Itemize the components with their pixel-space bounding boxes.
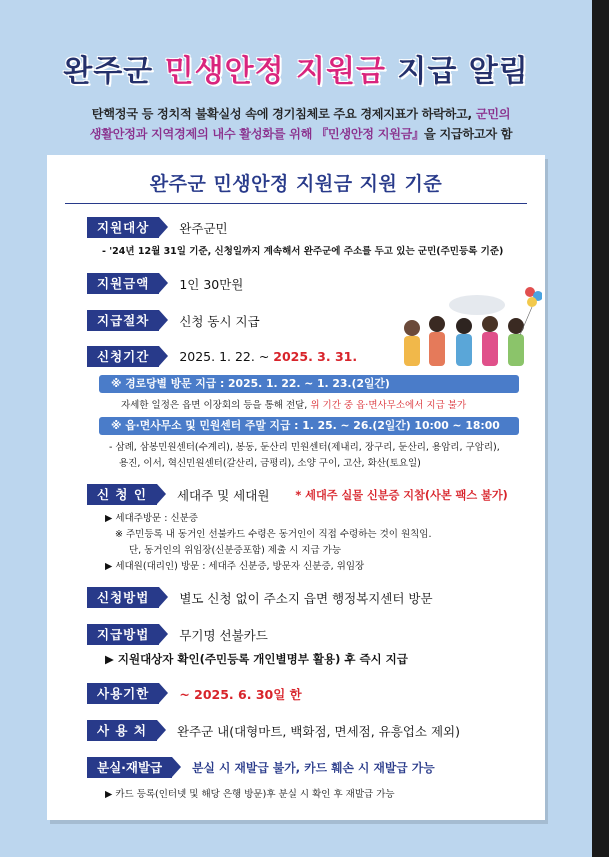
value-target: 완주군민	[179, 220, 228, 236]
applicant-note-3: 단, 동거인의 위임장(신분증포함) 제출 시 지급 가능	[129, 545, 342, 556]
value-applicant: 세대주 및 세대원	[176, 487, 270, 503]
title-part3: 지급 알림	[397, 54, 529, 89]
value-period	[179, 349, 357, 364]
label-target: 지원대상	[87, 217, 159, 238]
applicant-note-4: ▶ 세대원(대리인) 방문 : 세대주 신분증, 방문자 신분증, 위임장	[105, 561, 365, 572]
bar-weekend	[99, 417, 519, 435]
card-title: 완주군 민생안정 지원금 지원 기준	[149, 173, 443, 195]
intro-line1-a: 탄핵정국 등 정치적 불확실성 속에 경기침체로 주요 경제지표가 하락하고,	[91, 107, 476, 121]
note-target: - '24년 12월 31일 기준, 신청일까지 계속해서 완주군에 주소를 두고 있는 군민(주민등록 기준)	[102, 246, 504, 257]
note-senior-center-b: 위 기간 중 읍·면사무소에서 지급 불가	[310, 400, 467, 411]
row-usage	[87, 720, 460, 741]
value-payment: 무기명 선불카드	[179, 627, 268, 643]
note-payment: ▶ 지원대상자 확인(주민등록 개인별명부 활용) 후 즉시 지급	[105, 652, 408, 666]
value-amount: 1인 30만원	[179, 276, 244, 292]
intro-text	[40, 104, 562, 144]
people-illustration	[392, 280, 542, 380]
applicant-warning: * 세대주 실물 신분증 지참(사본 팩스 불가)	[295, 488, 508, 502]
value-usage: 완주군 내(대형마트, 백화점, 면세점, 유흥업소 제외)	[176, 723, 460, 739]
applicant-note-2: ※ 주민등록 내 동거인 선불카드 수령은 동거인이 직접 수령하는 것이 원칙임.	[115, 529, 432, 540]
row-period	[87, 346, 357, 367]
note-weekend-1: - 삼례, 삼봉민원센터(수계리), 봉동, 둔산리 민원센터(제내리, 장구리, 둔산리, 용암리, 구암리),	[109, 442, 500, 453]
applicant-note-1: ▶ 세대주방문 : 신분증	[105, 513, 198, 524]
label-reissue: 분실·재발급	[87, 757, 172, 778]
row-target	[87, 217, 228, 238]
label-expiry: 사용기한	[87, 683, 159, 704]
row-amount	[87, 273, 243, 294]
intro-line2-b: 을 지급하고자 함	[424, 127, 513, 141]
criteria-card	[47, 155, 545, 820]
bar-senior-center: ※ 경로당별 방문 지급 : 2025. 1. 22. ~ 1. 23.(2일간)	[99, 375, 519, 393]
period-start: 2025. 1. 22. ~	[179, 349, 274, 364]
label-usage: 사 용 처	[87, 720, 157, 741]
note-weekend-2: 용진, 이서, 혁신민원센터(갈산리, 금평리), 소양 구이, 고산, 화산(토요일)	[119, 458, 421, 469]
title-part1: 완주군	[63, 54, 154, 89]
period-end: 2025. 3. 31.	[273, 349, 358, 364]
row-method	[87, 587, 433, 608]
label-procedure: 지급절차	[87, 310, 159, 331]
intro-line2-a: 생활안정과 지역경제의 내수 활성화를 위해 『민생안정 지원금』	[89, 127, 425, 141]
note-senior-center-a: 자세한 일정은 읍면 이장회의 등을 통해 전달,	[121, 400, 311, 411]
note-senior-center	[121, 397, 466, 411]
value-reissue: 분실 시 재발급 불가, 카드 훼손 시 재발급 가능	[192, 761, 435, 775]
label-applicant: 신 청 인	[87, 484, 157, 505]
label-period: 신청기간	[87, 346, 159, 367]
label-amount: 지원금액	[87, 273, 159, 294]
label-payment: 지급방법	[87, 624, 159, 645]
value-expiry: ~ 2025. 6. 30일 한	[179, 686, 302, 702]
card-divider	[65, 203, 527, 204]
row-expiry	[87, 683, 302, 704]
value-method: 별도 신청 없이 주소지 읍면 행정복지센터 방문	[179, 590, 433, 606]
intro-line1-b: 군민의	[475, 107, 511, 121]
row-applicant	[87, 484, 508, 505]
value-procedure: 신청 동시 지급	[179, 313, 260, 329]
note-reissue: ▶ 카드 등록(인터넷 및 해당 은행 방문)후 분실 시 확인 후 재발급 가능	[105, 789, 395, 800]
label-method: 신청방법	[87, 587, 159, 608]
row-payment	[87, 624, 268, 645]
row-procedure	[87, 310, 260, 331]
page-title	[0, 46, 592, 90]
bar-weekend-text: ※ 읍·면사무소 및 민원센터 주말 지급 : 1. 25. ~ 26.(2일간) 10:00 ~ 18:00	[111, 419, 500, 432]
row-reissue	[87, 757, 435, 778]
title-part2: 민생안정 지원금	[164, 54, 386, 89]
